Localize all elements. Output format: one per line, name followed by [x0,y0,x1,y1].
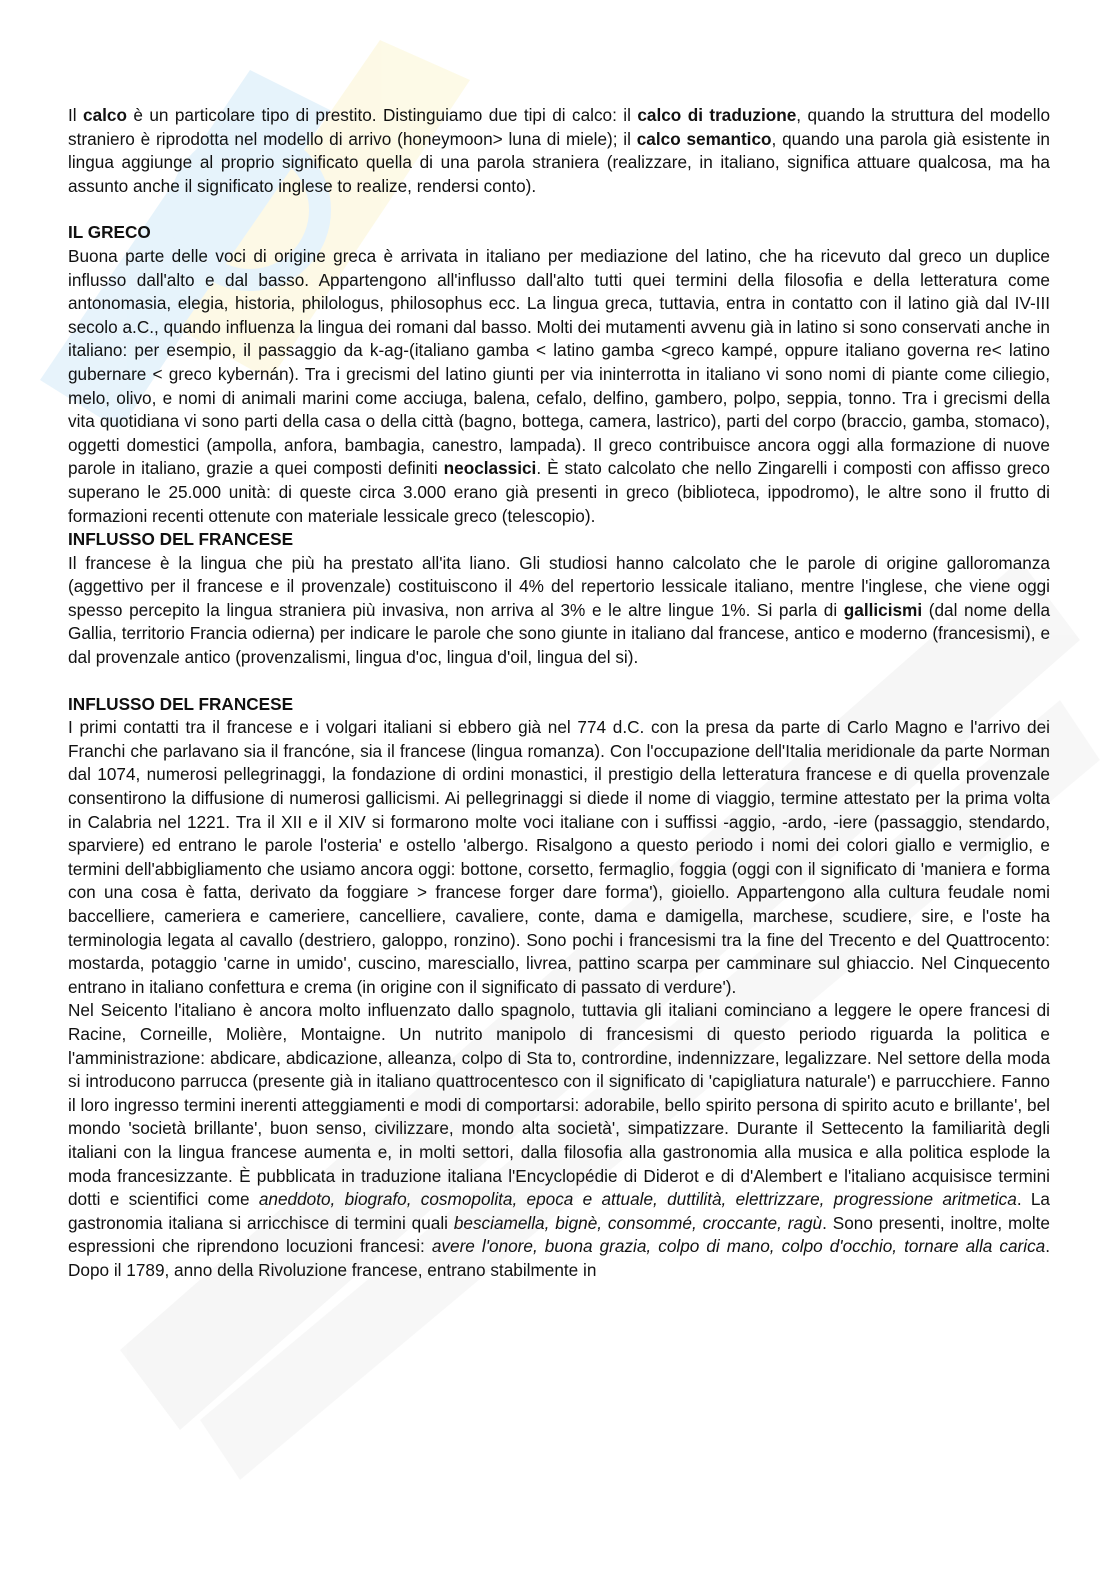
italic-term: aneddoto, biografo, cosmopolita, epoca e attuale, duttilità, elettrizzare, progressione aritmetica [258,1189,1017,1210]
text-run: . La gastronomia italiana si arricchisce di termini quali [68,1189,1050,1233]
spacer [68,198,1050,221]
paragraph-calco [68,104,1050,198]
text-run: . Sono presenti, inoltre, molte espressioni che riprendono locuzioni francesi: [68,1212,1050,1257]
bold-term: calco di traduzione [637,105,797,125]
text-run: . Dopo il 1789, anno della Rivoluzione francese, entrano stabilmente in [68,1236,1050,1280]
document-page [68,104,1050,1283]
text-run: I primi contatti tra il francese e i volgari italiani si ebbero già nel 774 d.C. con la presa da parte di Carlo Magno e l'arrivo dei Franchi che parlavano sia il francóne, sia il francese (lingua romanza). Con l'occupazione dell'Italia meridionale da parte Norman dal 1074, numerosi pellegrinaggi, la fondazione di ordini monastici, il prestigio della letteratura francese e di quella provenzale consentirono la diffusione di numerosi gallicismi. Ai pellegrinaggi si diede il nome di viaggio, termine attestato per la prima volta in Calabria nel 1221. Tra il XII e il XIV si formarono molte voci italiane con i suffissi -aggio, -ardo, -iere (passaggio, stendardo, sparviere) ed entrano le parole l'osteria' e ostello 'albergo. Risalgono a questo periodo i nomi dei colori giallo e vermiglio, e termini dell'abbigliamento che usiamo ancora oggi: bottone, corsetto, fermaglio, foggia (oggi con il significato di 'maniera e forma con una cosa è fatta, derivato da foggiare > francese forger dare forma'), gioiello. Appartengono alla cultura feudale nomi baccelliere, cameriera e cameriere, cancelliere, cavaliere, conte, dama e damigella, marchese, scudiere, sire, e l'oste ha terminologia legata al cavallo (destriero, galoppo, ronzino). Sono pochi i francesismi tra la fine del Trecento e del Quattrocento: mostarda, potaggio 'carne in umido', cuscino, maresciallo, livrea, pattino scarpa per camminare sul ghiaccio. Nel Cinquecento entrano in italiano confettura e crema (in origine con il significato di passato di verdure'). [68,717,1050,997]
text-run: , quando una parola già esistente in lingua aggiunge al proprio significato quella di una parola straniera (realizzare, in italiano, significa attuare qualcosa, ma ha assunto anche il significato inglese to realize, rendersi conto). [68,128,1050,196]
italic-term: besciamella, bignè, consommé, croccante, ragù [453,1212,823,1233]
text-run: è un particolare tipo di prestito. Distinguiamo due tipi di calco: il [126,105,638,125]
heading-greco: IL GRECO [68,222,151,243]
spacer [68,670,1050,693]
heading-influsso-francese-2: INFLUSSO DEL FRANCESE [68,693,294,714]
paragraph-francese-1 [68,552,1050,670]
text-run: Buona parte delle voci di origine greca è arrivata in italiano per mediazione del latino, che ha ricevuto dal greco un duplice influsso dall'alto e dal basso. Appartengono all'influsso dall'alto tutti quei termini della filosofia e della letteratura come antonomasia, elegia, historia, philologus, philosophus ecc. La lingua greca, tuttavia, entra in contatto con il latino già dal IV-III secolo a.C., quando influenza la lingua dei romani dal basso. Molti dei mutamenti avvenu già in latino si sono conservati anche in italiano: per esempio, il passaggio da k-ag-(italiano gamba < latino gamba <greco kampé, oppure italiano governa re< latino gubernare < greco kybernán). Tra i grecismi del latino giunti per via ininterrotta in italiano vi sono nomi di piante come ciliegio, melo, olivo, e nomi di animali marini come acciuga, balena, cefalo, delfino, gambero, polpo, seppia, tonno. Tra i grecismi della vita quotidiana vi sono parti della casa o della città (bagno, bottega, camera, lastrico), parti del corpo (braccio, gamba, stomaco), oggetti domestici (ampolla, anfora, bambagia, canestro, lampada). Il greco contribuisce ancora oggi alla formazione di nuove parole in italiano, grazie a quei composti definiti [68,245,1050,479]
bold-term: calco [83,105,127,125]
paragraph-greco [68,245,1050,528]
text-run: , quando la struttura del modello straniero è riprodotta nel modello di arrivo (honeymoon> luna di miele); il [68,105,1050,149]
bold-term: neoclassici [443,458,537,479]
text-run: Il francese è la lingua che più ha prestato all'ita liano. Gli studiosi hanno calcolato che le parole di origine galloromanza (aggettivo per il francese e il provenzale) costituiscono il 4% del repertorio lessicale italiano, mentre l'inglese, che viene oggi spesso percepito la lingua straniera più invasiva, non arriva al 3% e le altre lingue 1%. Si parla di [68,552,1050,620]
text-run: . È stato calcolato che nello Zingarelli i composti con affisso greco superano le 25.000 unità: di queste circa 3.000 erano già presenti in greco (biblioteca, ippodromo), le altre sono il frutto di formazioni recenti ottenute con materiale lessicale greco (telescopio). [68,458,1050,526]
text-run: Nel Seicento l'italiano è ancora molto influenzato dallo spagnolo, tuttavia gli italiani cominciano a leggere le opere francesi di Racine, Corneille, Molière, Montaigne. Un nutrito manipolo di francesismi di questo periodo riguarda la politica e l'amministrazione: abdicare, abdicazione, alleanza, colpo di Sta to, contrordine, indennizzare, legalizzare. Nel settore della moda si introducono parrucca (presente già in italiano quattrocentesco con il significato di 'capigliatura naturale') e parrucchiere. Fanno il loro ingresso termini inerenti atteggiamenti e modi di comportarsi: adorabile, bello spirito persona di spirito acuto e brillante', bel mondo 'società brillante', buon senso, civilizzare, mondo alta società', simpatizzare. Durante il Settecento la familiarità degli italiani con la lingua francese aumenta e, in molti settori, dalla filosofia alla gastronomia alla musica e alla politica esplode la moda francesizzante. È pubblicata in traduzione italiana l'Encyclopédie di Diderot e di d'Alembert e l'italiano acquisisce termini dotti e scientifici come [68,1000,1050,1210]
paragraph-francese-2 [68,716,1050,999]
bold-term: gallicismi [843,599,923,620]
heading-influsso-francese-1: INFLUSSO DEL FRANCESE [68,529,294,550]
italic-term: avere l'onore, buona grazia, colpo di mano, colpo d'occhio, tornare alla carica [431,1236,1046,1257]
text-run: (dal nome della Gallia, territorio Francia odierna) per indicare le parole che sono giunte in italiano dal francese, antico e moderno (francesismi), e dal provenzale antico (provenzalismi, lingua d'oc, lingua d'oil, lingua del si). [68,599,1050,668]
text-run: Il [68,105,84,125]
bold-term: calco semantico [636,128,772,149]
paragraph-seicento [68,999,1050,1282]
